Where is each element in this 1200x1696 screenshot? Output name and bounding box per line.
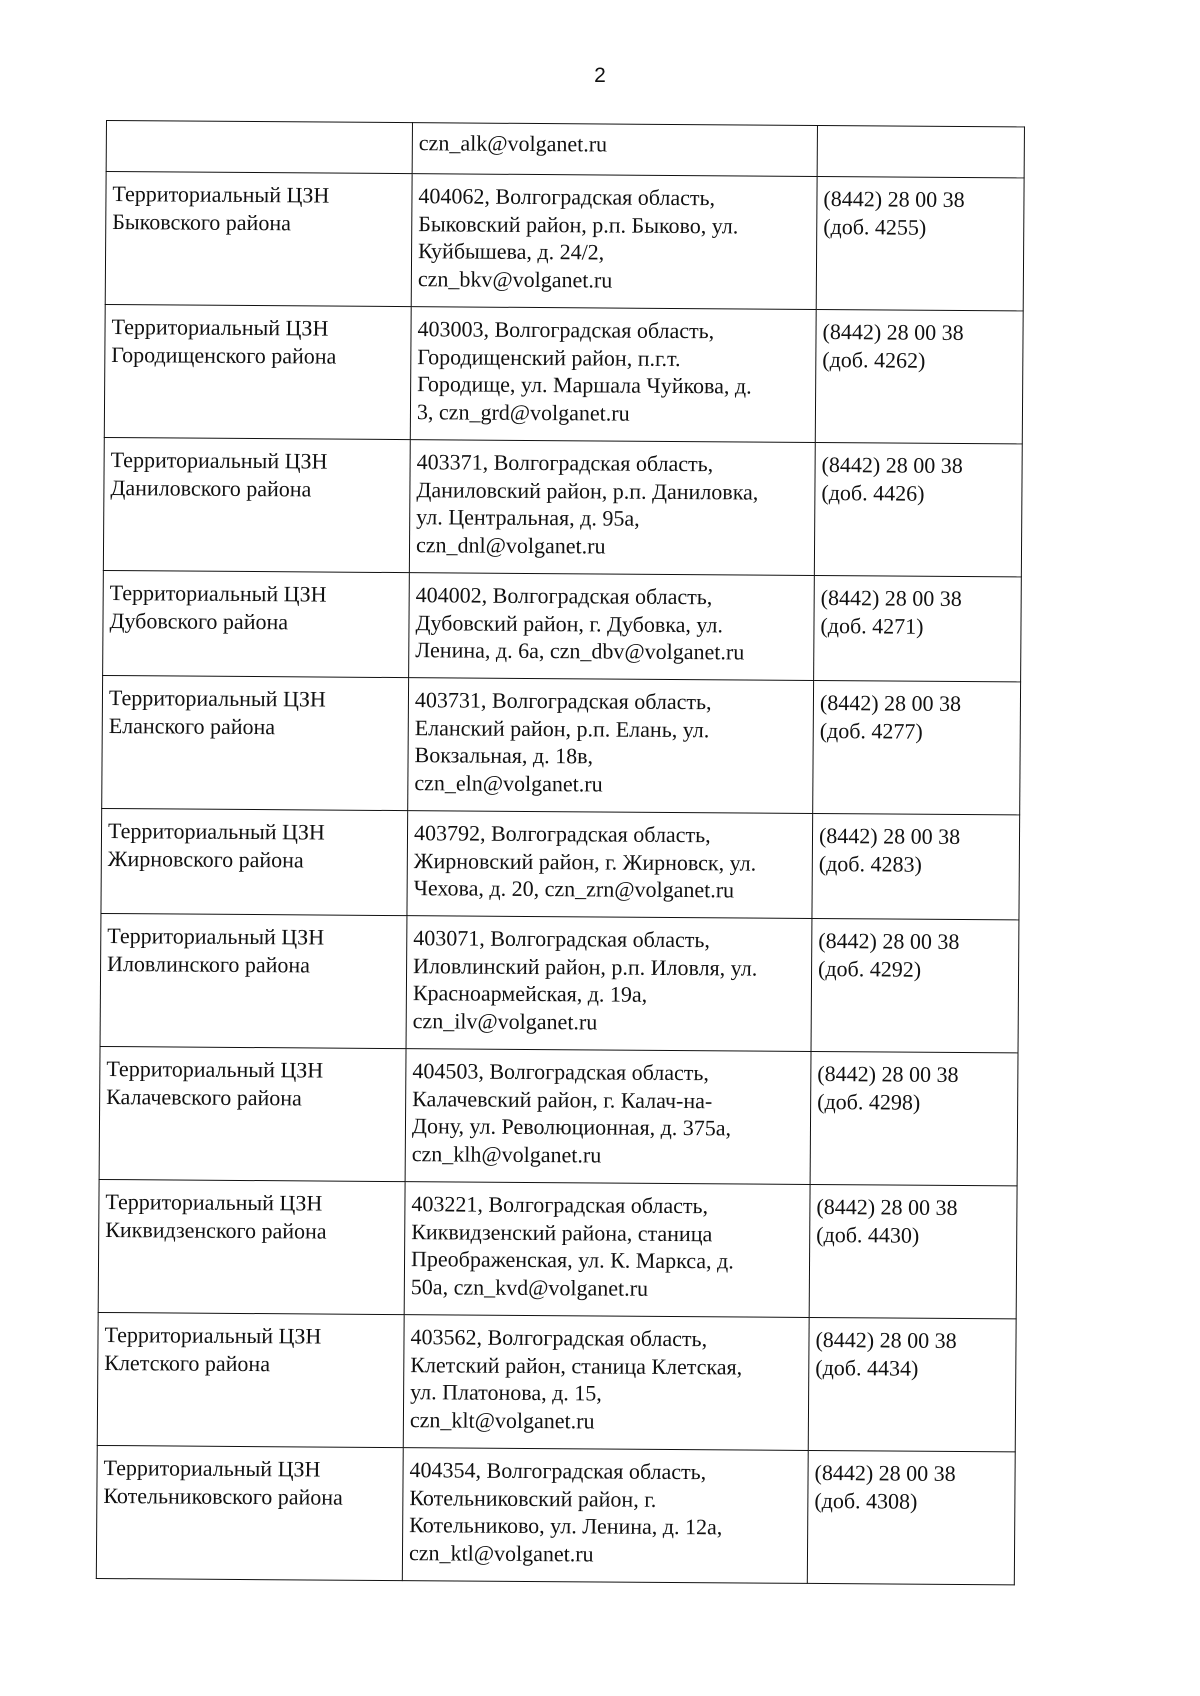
table-row [106,121,1024,178]
office-name-cell [103,570,410,677]
office-name-cell [105,172,412,307]
office-name: Территориальный ЦЗН Быковского района [112,181,330,235]
office-address-cell [408,678,814,814]
table-row [101,808,1020,919]
office-phone-cell [816,176,1024,310]
office-name-cell [97,1312,404,1447]
office-name-cell [96,1445,403,1580]
office-phone: (8442) 28 00 38 (доб. 4262) [822,319,964,373]
office-phone: (8442) 28 00 38 (доб. 4271) [820,585,962,639]
table-row [98,1179,1017,1318]
table-row [103,437,1022,576]
office-phone-cell [810,1051,1018,1185]
office-phone: (8442) 28 00 38 (доб. 4430) [816,1193,958,1248]
office-address-cell [409,440,815,576]
office-phone-cell [808,1317,1016,1451]
office-phone: (8442) 28 00 38 (доб. 4434) [815,1326,957,1381]
office-phone-cell [807,1450,1015,1584]
office-address: czn_alk@volganet.ru [418,130,608,157]
table-row [96,1445,1015,1584]
office-address: 403071, Волгоградская область, Иловлинский район, р.п. Иловля, ул. Красноармейская, д. 19а, czn_ilv@volganet.ru [412,925,758,1034]
office-name: Территориальный ЦЗН Жирновского района [107,818,325,872]
table-row [105,172,1024,311]
office-address-cell [410,307,816,443]
office-name-cell [102,675,409,810]
office-address: 403562, Волгоградская область, Клетский район, станица Клетская, ул. Платонова, д. 15, czn_klt@volganet.ru [409,1324,743,1433]
office-phone: (8442) 28 00 38 (доб. 4277) [819,689,962,744]
office-name: Территориальный ЦЗН Городищенского района [111,314,337,369]
office-name: Территориальный ЦЗН Калачевского района [106,1056,324,1110]
office-name-cell [106,121,412,174]
office-name: Территориальный ЦЗН Даниловского района [110,447,328,501]
table-row [104,304,1023,443]
office-address-cell [411,174,817,310]
office-address: 403003, Волгоградская область, Городищенский район, п.г.т. Городище, ул. Маршала Чуйкова, д. 3, czn_grd@volganet.ru [416,316,752,426]
office-phone: (8442) 28 00 38 (доб. 4255) [823,186,965,240]
office-phone: (8442) 28 00 38 (доб. 4426) [821,452,963,506]
office-phone: (8442) 28 00 38 (доб. 4298) [817,1060,959,1115]
office-address: 403221, Волгоградская область, Киквидзенский района, станица Преображенская, ул. К. Маркса, д. 50а, czn_kvd@volganet.ru [410,1191,734,1301]
office-phone-cell [813,680,1021,814]
office-phone: (8442) 28 00 38 (доб. 4283) [818,822,961,877]
office-name [113,127,406,129]
table-row [100,913,1019,1052]
office-phone-cell [814,575,1022,681]
office-name-cell [99,1046,406,1181]
office-phone-cell [809,1184,1017,1318]
office-name-cell [98,1179,405,1314]
office-address-cell [409,573,815,681]
table-row [103,570,1022,681]
office-name-cell [100,913,407,1048]
office-name: Территориальный ЦЗН Иловлинского района [107,923,325,977]
office-phone-cell [814,442,1022,576]
office-name: Территориальный ЦЗН Киквидзенского района [105,1189,327,1244]
page-number: 2 [594,64,606,87]
office-address-cell [402,1448,808,1584]
office-phone-cell [817,125,1024,177]
office-name-cell [104,304,411,439]
office-phone: (8442) 28 00 38 (доб. 4308) [814,1459,956,1514]
office-address: 404503, Волгоградская область, Калачевский район, г. Калач-на- Дону, ул. Революционная, д. 375а, czn_klh@volganet.ru [411,1058,732,1167]
office-name: Территориальный ЦЗН Котельниковского района [103,1455,343,1510]
office-address-cell [406,916,812,1052]
office-phone [824,132,1018,133]
office-address: 403371, Волгоградская область, Даниловский район, р.п. Даниловка, ул. Центральная, д. 95а, czn_dnl@volganet.ru [415,449,759,558]
office-address-cell [404,1182,810,1318]
office-address-cell [403,1315,809,1451]
table-row [99,1046,1018,1185]
office-name: Территориальный ЦЗН Дубовского района [109,580,327,634]
office-phone: (8442) 28 00 38 (доб. 4292) [818,927,960,982]
office-address-cell [405,1049,811,1185]
office-address: 403731, Волгоградская область, Еланский район, р.п. Елань, ул. Вокзальная, д. 18в, czn_eln@volganet.ru [414,687,712,796]
office-phone-cell [815,309,1023,443]
table-row [102,675,1021,814]
office-name-cell [103,437,410,572]
office-address-cell [407,811,813,919]
office-address: 404002, Волгоградская область, Дубовский район, г. Дубовка, ул. Ленина, д. 6а, czn_dbv@volganet.ru [415,582,745,665]
office-name-cell [101,808,408,915]
office-phone-cell [811,918,1019,1052]
employment-centers-table [96,120,1025,1585]
office-address: 403792, Волгоградская область, Жирновский район, г. Жирновск, ул. Чехова, д. 20, czn_zrn@volganet.ru [413,820,757,903]
office-address: 404354, Волгоградская область, Котельниковский район, г. Котельниково, ул. Ленина, д. 12а, czn_ktl@volganet.ru [408,1457,723,1566]
office-phone-cell [812,813,1020,919]
office-name: Территориальный ЦЗН Клетского района [104,1322,322,1376]
table-row [97,1312,1016,1451]
office-address: 404062, Волгоградская область, Быковский район, р.п. Быково, ул. Куйбышева, д. 24/2, czn_bkv@volganet.ru [417,183,739,293]
office-address-cell [412,123,817,177]
office-name: Территориальный ЦЗН Еланского района [108,685,326,739]
